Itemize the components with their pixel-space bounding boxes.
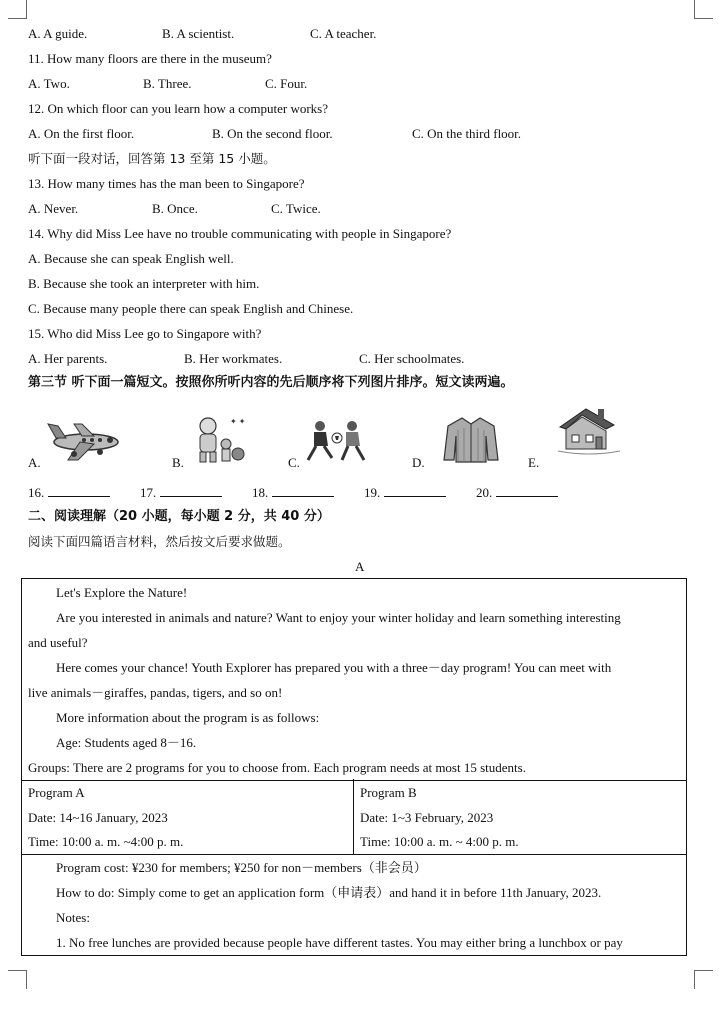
- blank-16[interactable]: [28, 484, 110, 501]
- q14-question: 14. Why did Miss Lee have no trouble communicating with people in Singapore?: [28, 226, 452, 241]
- program-a-name: Program A: [28, 785, 85, 800]
- crop-mark-bottom-right: [694, 970, 713, 989]
- soccer-players-icon: [304, 418, 370, 464]
- program-b-time: Time: 10:00 a. m. ~ 4:00 p. m.: [360, 834, 519, 849]
- part2-instruction: 阅读下面四篇语言材料，然后按文后要求做题。: [28, 534, 291, 549]
- passage-groups: Groups: There are 2 programs for you to choose from. Each program needs at most 15 students.: [28, 760, 526, 775]
- passage-note1: 1. No free lunches are provided because people have different tastes. You may either bring a lunchbox or pay: [56, 935, 623, 950]
- program-a-time: Time: 10:00 a. m. ~4:00 p. m.: [28, 834, 184, 849]
- passage-details-box: [21, 854, 687, 956]
- passage-para2-line2: live animals－giraffes, pandas, tigers, and so on!: [28, 685, 283, 700]
- passage-label: A: [355, 559, 365, 574]
- q11-option-b: B. Three.: [143, 76, 192, 91]
- airplane-icon: [44, 418, 124, 464]
- programs-table: [21, 779, 687, 855]
- q12-option-a: A. On the first floor.: [28, 126, 135, 141]
- astronaut-icon: [190, 414, 246, 464]
- program-b-name: Program B: [360, 785, 417, 800]
- q10-option-c: C. A teacher.: [310, 26, 377, 41]
- picture-c-letter: C.: [288, 455, 300, 470]
- blank-19[interactable]: [364, 484, 446, 501]
- blank-17-label: 17.: [140, 485, 157, 500]
- q12-question: 12. On which floor can you learn how a computer works?: [28, 101, 328, 116]
- q15-question: 15. Who did Miss Lee go to Singapore with?: [28, 326, 262, 341]
- q11-option-c: C. Four.: [265, 76, 308, 91]
- q13-question: 13. How many times has the man been to Singapore?: [28, 176, 305, 191]
- passage-how-to: How to do: Simply come to get an application form（申请表）and hand it in before 11th January, 2023.: [56, 885, 602, 900]
- passage-intro-box: [21, 578, 687, 781]
- q13-option-b: B. Once.: [152, 201, 198, 216]
- q10-option-a: A. A guide.: [28, 26, 88, 41]
- passage-age: Age: Students aged 8－16.: [56, 735, 197, 750]
- q15-option-c: C. Her schoolmates.: [359, 351, 465, 366]
- q14-option-c: C. Because many people there can speak English and Chinese.: [28, 301, 354, 316]
- q11-option-a: A. Two.: [28, 76, 70, 91]
- q10-option-b: B. A scientist.: [162, 26, 235, 41]
- picture-a-letter: A.: [28, 455, 41, 470]
- q12-option-c: C. On the third floor.: [412, 126, 522, 141]
- coat-icon: [442, 416, 500, 464]
- crop-mark-top-left: [8, 0, 27, 19]
- q13-option-c: C. Twice.: [271, 201, 321, 216]
- instruction-13-15: 听下面一段对话，回答第 13 至第 15 小题。: [28, 151, 276, 166]
- q12-option-b: B. On the second floor.: [212, 126, 333, 141]
- crop-mark-top-right: [694, 0, 713, 19]
- passage-cost: Program cost: ¥230 for members; ¥250 for non－members（非会员）: [56, 860, 427, 875]
- blank-20-label: 20.: [476, 485, 493, 500]
- svg-text:✦ ✦: ✦ ✦: [230, 417, 246, 426]
- blank-18-label: 18.: [252, 485, 269, 500]
- picture-e-letter: E.: [528, 455, 540, 470]
- picture-d-letter: D.: [412, 455, 425, 470]
- passage-more-info: More information about the program is as follows:: [56, 710, 320, 725]
- programs-table-divider: [353, 779, 354, 854]
- q11-question: 11. How many floors are there in the museum?: [28, 51, 272, 66]
- passage-para2-line1: Here comes your chance! Youth Explorer has prepared you with a three－day program! You can meet with: [56, 660, 612, 675]
- part2-title: 二、阅读理解（20 小题，每小题 2 分，共 40 分）: [28, 509, 330, 524]
- passage-para1-line2: and useful?: [28, 635, 88, 650]
- house-icon: [556, 405, 622, 457]
- q15-option-b: B. Her workmates.: [184, 351, 283, 366]
- q13-option-a: A. Never.: [28, 201, 79, 216]
- passage-para1-line1: Are you interested in animals and nature? Want to enjoy your winter holiday and learn something interesting: [56, 610, 621, 625]
- blank-17[interactable]: [140, 484, 222, 501]
- passage-title: Let's Explore the Nature!: [56, 585, 188, 600]
- program-a-date: Date: 14~16 January, 2023: [28, 810, 168, 825]
- blank-16-label: 16.: [28, 485, 45, 500]
- crop-mark-bottom-left: [8, 970, 27, 989]
- program-b-date: Date: 1~3 February, 2023: [360, 810, 494, 825]
- passage-notes: Notes:: [56, 910, 90, 925]
- picture-b-letter: B.: [172, 455, 184, 470]
- q15-option-a: A. Her parents.: [28, 351, 108, 366]
- section3-title: 第三节 听下面一篇短文。按照你所听内容的先后顺序将下列图片排序。短文读两遍。: [28, 375, 514, 390]
- blank-18[interactable]: [252, 484, 334, 501]
- blank-19-label: 19.: [364, 485, 381, 500]
- q14-option-b: B. Because she took an interpreter with him.: [28, 276, 260, 291]
- q14-option-a: A. Because she can speak English well.: [28, 251, 234, 266]
- blank-20[interactable]: [476, 484, 558, 501]
